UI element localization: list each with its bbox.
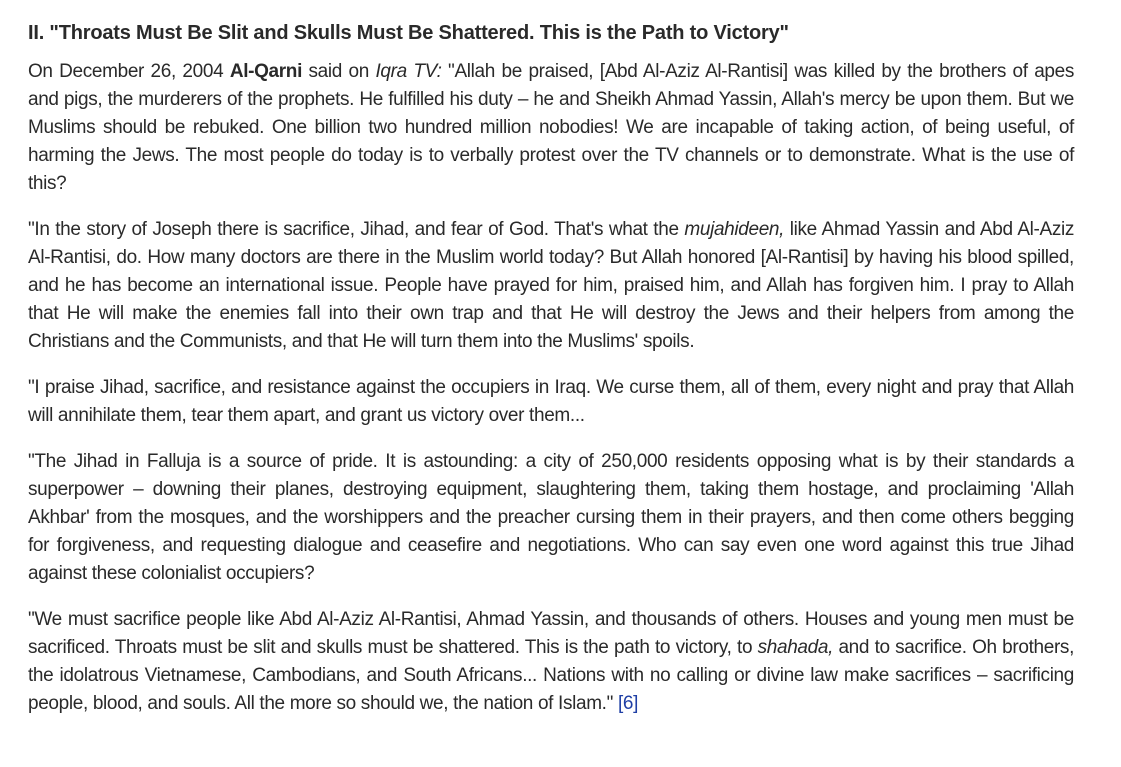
paragraph-3: "I praise Jihad, sacrifice, and resistance against the occupiers in Iraq. We curse them, all of them, every night and pray that Allah will annihilate them, tear them apart, and grant us victory over them... — [28, 377, 1074, 426]
paragraph-2 — [28, 216, 1074, 356]
speaker-name: Al-Qarni — [229, 61, 302, 82]
paragraph-1 — [28, 58, 1074, 198]
channel-name: Iqra TV: — [375, 61, 442, 82]
term-mujahideen: mujahideen, — [684, 219, 785, 240]
para1-mid: said on — [302, 61, 376, 82]
paragraph-5 — [28, 606, 1074, 718]
para2-start: "In the story of Joseph there is sacrifice, Jihad, and fear of God. That's what the — [28, 219, 685, 240]
footnote-link[interactable]: [6] — [617, 693, 639, 714]
section-heading: II. "Throats Must Be Slit and Skulls Must Be Shattered. This is the Path to Victory" — [28, 22, 789, 44]
para1-quote: "Allah be praised, [Abd Al-Aziz Al-Rantisi] was killed by the brothers of apes and pigs, the murderers of the prophets. He fulfilled his duty – he and Sheikh Ahmad Yassin, Allah's mercy be upon them. But we Muslims should be rebuked. One billion two hundred million nobodies! We are incapable of taking action, of being useful, of harming the Jews. The most people do today is to verbally protest over the TV channels or to demonstrate. What is the use of this? — [28, 61, 1075, 194]
para1-prefix: On December 26, 2004 — [28, 61, 230, 82]
document-page — [28, 18, 1074, 736]
para2-rest: like Ahmad Yassin and Abd Al-Aziz Al-Rantisi, do. How many doctors are there in the Muslim world today? But Allah honored [Al-Rantisi] by having his blood spilled, and he has become an international issue. People have prayed for him, praised him, and Allah has forgiven him. I pray to Allah that He will make the enemies fall into their own trap and that He will destroy the Jews and their helpers from among the Christians and the Communists, and that He will turn them into the Muslims' spoils. — [28, 219, 1074, 352]
para5-rest: and to sacrifice. Oh brothers, the idolatrous Vietnamese, Cambodians, and South Africans... Nations with no calling or divine law make sacrifices – sacrificing people, blood, and souls. All the more so should we, the nation of Islam." — [28, 637, 1074, 714]
para5-start: "We must sacrifice people like Abd Al-Aziz Al-Rantisi, Ahmad Yassin, and thousands of others. Houses and young men must be sacrificed. Throats must be slit and skulls must be shattered. This is the path to victory, to — [28, 609, 1074, 658]
paragraph-4: "The Jihad in Falluja is a source of pride. It is astounding: a city of 250,000 residents opposing what is by their standards a superpower – downing their planes, destroying equipment, slaughtering them, taking them hostage, and proclaiming 'Allah Akhbar' from the mosques, and the worshippers and the preacher cursing them in their prayers, and then come others begging for forgiveness, and requesting dialogue and ceasefire and negotiations. Who can say even one word against this true Jihad against these colonialist occupiers? — [28, 451, 1074, 584]
term-shahada: shahada, — [757, 637, 834, 658]
